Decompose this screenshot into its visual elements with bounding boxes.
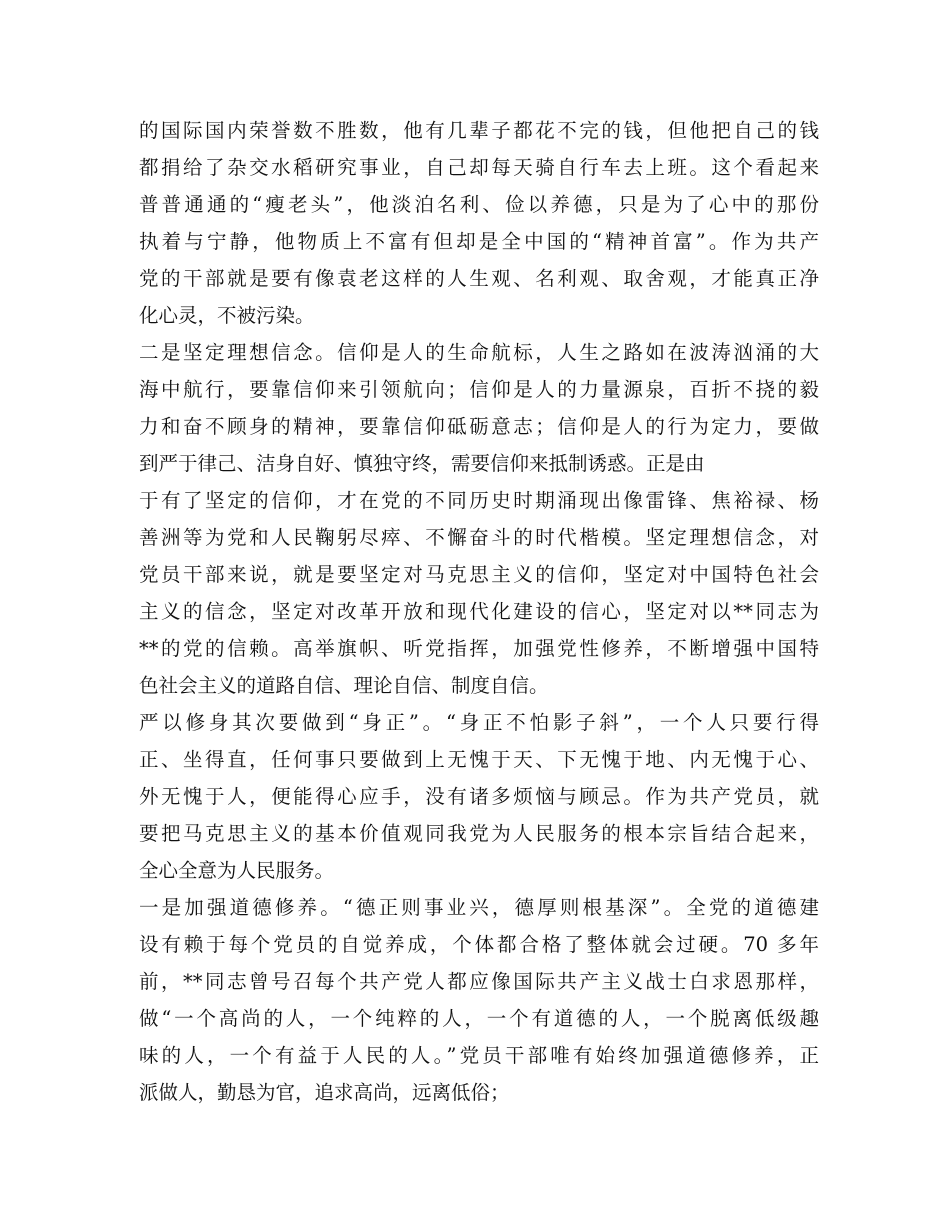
text-line: 外无愧于人，便能得心应手，没有诸多烦恼与顾忌。作为共产党员，就 — [139, 785, 819, 808]
text-line: 执着与宁静，他物质上不富有但却是全中国的“精神首富”。作为共产 — [139, 230, 819, 253]
text-line: 力和奋不顾身的精神，要靠信仰砥砺意志；信仰是人的行为定力，要做 — [139, 415, 819, 438]
text-line: 党员干部来说，就是要坚定对马克思主义的信仰，坚定对中国特色社会 — [139, 563, 819, 586]
text-line: 普普通通的“瘦老头”，他淡泊名利、俭以养德，只是为了心中的那份 — [139, 193, 819, 216]
text-line: **的党的信赖。高举旗帜、听党指挥，加强党性修养，不断增强中国特 — [139, 637, 819, 660]
text-line: 做“一个高尚的人，一个纯粹的人，一个有道德的人，一个脱离低级趣 — [139, 1007, 819, 1030]
text-line: 味的人，一个有益于人民的人。”党员干部唯有始终加强道德修养，正 — [139, 1044, 819, 1067]
text-line: 色社会主义的道路自信、理论自信、制度自信。 — [139, 674, 549, 697]
text-line: 都捐给了杂交水稻研究事业，自己却每天骑自行车去上班。这个看起来 — [139, 156, 819, 179]
text-line: 二是坚定理想信念。信仰是人的生命航标，人生之路如在波涛汹涌的大 — [139, 341, 819, 364]
text-line: 化心灵，不被污染。 — [139, 304, 315, 327]
text-line: 善洲等为党和人民鞠躬尽瘁、不懈奋斗的时代楷模。坚定理想信念，对 — [139, 526, 819, 549]
text-line: 的国际国内荣誉数不胜数，他有几辈子都花不完的钱，但他把自己的钱 — [139, 119, 819, 142]
text-line: 党的干部就是要有像袁老这样的人生观、名利观、取舍观，才能真正净 — [139, 267, 819, 290]
text-line: 要把马克思主义的基本价值观同我党为人民服务的根本宗旨结合起来， — [139, 822, 819, 845]
text-line: 到严于律己、洁身自好、慎独守终，需要信仰来抵制诱惑。正是由 — [139, 452, 705, 475]
document-body — [139, 112, 819, 1111]
text-line: 主义的信念，坚定对改革开放和现代化建设的信心，坚定对以**同志为 — [139, 600, 819, 623]
text-line: 海中航行，要靠信仰来引领航向；信仰是人的力量源泉，百折不挠的毅 — [139, 378, 819, 401]
text-line: 全心全意为人民服务。 — [139, 859, 335, 882]
text-line: 一是加强道德修养。“德正则事业兴，德厚则根基深”。全党的道德建 — [139, 896, 819, 919]
text-line: 前，**同志曾号召每个共产党人都应像国际共产主义战士白求恩那样， — [139, 970, 819, 993]
text-line: 严以修身其次要做到“身正”。“身正不怕影子斜”，一个人只要行得 — [139, 711, 819, 734]
text-line: 派做人，勤恳为官，追求高尚，远离低俗； — [139, 1081, 510, 1104]
text-line: 正、坐得直，任何事只要做到上无愧于天、下无愧于地、内无愧于心、 — [139, 748, 819, 771]
text-line: 设有赖于每个党员的自觉养成，个体都合格了整体就会过硬。70 多年 — [139, 933, 819, 956]
text-line: 于有了坚定的信仰，才在党的不同历史时期涌现出像雷锋、焦裕禄、杨 — [139, 489, 819, 512]
